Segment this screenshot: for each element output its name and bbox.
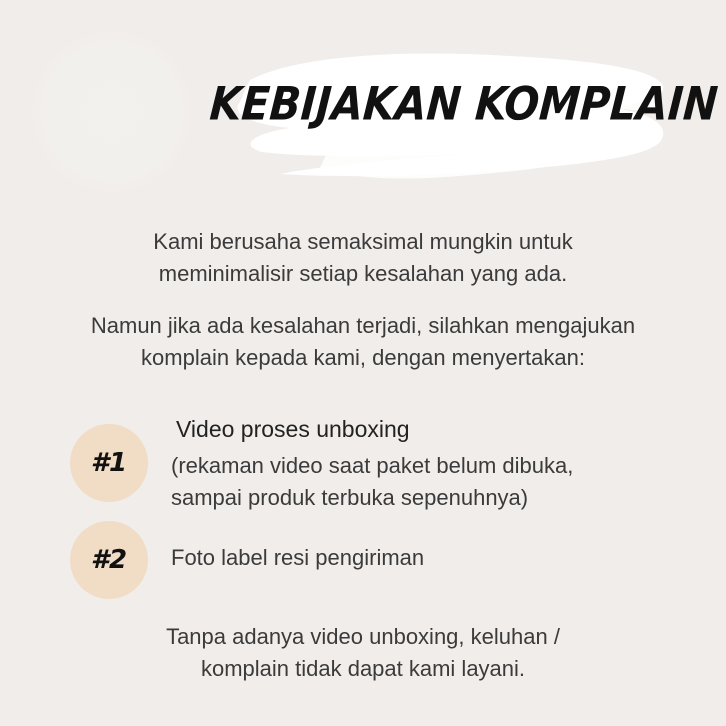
title-area: [208, 50, 720, 190]
decorative-circle: [28, 28, 196, 196]
number-badge-2: #2: [70, 521, 148, 599]
intro-2-line-1: Namun jika ada kesalahan terjadi, silahkan mengajukan: [90, 313, 636, 338]
item-1-description: [171, 450, 573, 514]
outro-line-2: komplain tidak dapat kami layani.: [200, 656, 526, 681]
item-2-title: Foto label resi pengiriman: [171, 545, 425, 570]
page-title: KEBIJAKAN KOMPLAIN: [208, 77, 720, 131]
intro-2-line-2: komplain kepada kami, dengan menyertakan:: [141, 345, 585, 370]
intro-paragraph-2: [0, 310, 726, 374]
number-badge-1: #1: [70, 424, 148, 502]
item-1-desc-line-1: (rekaman video saat paket belum dibuka,: [171, 453, 574, 478]
outro-line-1: Tanpa adanya video unboxing, keluhan /: [166, 624, 560, 649]
intro-1-line-1: Kami berusaha semaksimal mungkin untuk: [153, 229, 573, 254]
closing-note: [0, 621, 726, 685]
intro-paragraph-1: [0, 226, 726, 290]
item-1-title: Video proses unboxing: [176, 416, 410, 442]
item-1-desc-line-2: sampai produk terbuka sepenuhnya): [171, 485, 529, 510]
intro-1-line-2: meminimalisir setiap kesalahan yang ada.: [158, 261, 568, 286]
